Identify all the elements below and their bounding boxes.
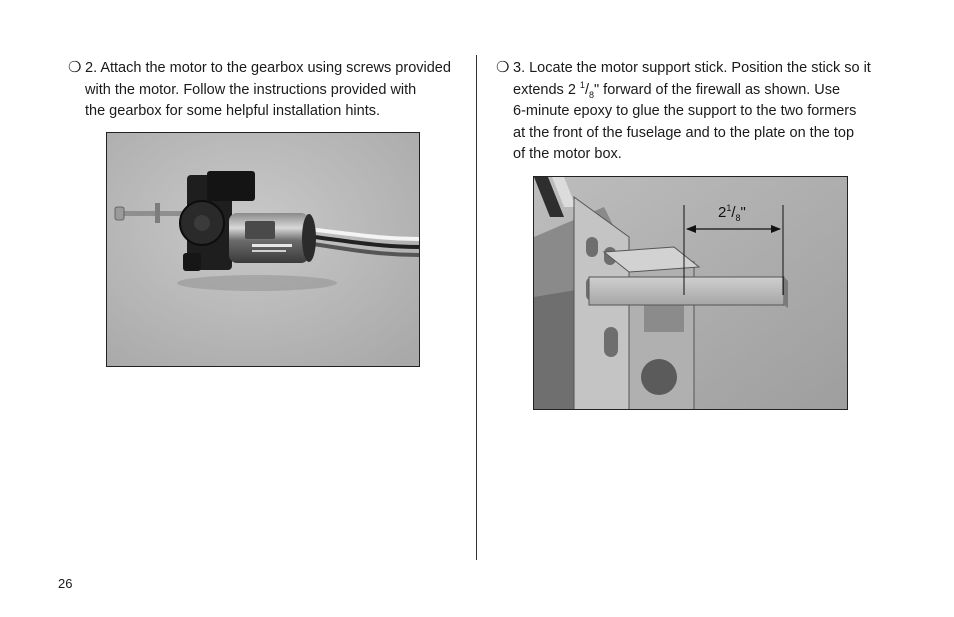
dimension-label <box>718 204 746 221</box>
step-3-line-2-end: " forward of the firewall as shown. Use <box>593 81 841 98</box>
step-2-line-3: the gearbox for some helpful installation hints. <box>85 103 381 119</box>
step-3-instruction <box>496 57 871 166</box>
step-2-instruction <box>68 57 451 123</box>
step-3-line-2-start: extends 2 <box>513 81 580 98</box>
step-3-line-5: of the motor box. <box>513 146 622 162</box>
fraction-numerator: 1 <box>579 79 585 90</box>
step-3-line-3: 6-minute epoxy to glue the support to the two formers <box>513 103 857 119</box>
step-3-line-4: at the front of the fuselage and to the plate on the top <box>513 124 855 141</box>
step-3-checkbox-icon[interactable]: ❍ <box>496 58 510 76</box>
fraction-denominator: 8 <box>588 89 594 100</box>
step-2-line-1: 2. Attach the motor to the gearbox using screws provided <box>85 60 451 76</box>
motor-gearbox-photo <box>106 132 420 367</box>
dimension-denominator: 8 <box>735 213 741 223</box>
page-number: 26 <box>58 576 73 591</box>
dimension-whole: 2 <box>718 204 727 221</box>
dimension-slash: / <box>731 204 736 221</box>
fraction-slash: / <box>584 81 589 98</box>
dimension-numerator: 1 <box>726 203 732 213</box>
step-3-line-1: 3. Locate the motor support stick. Position the stick so it <box>513 60 871 76</box>
step-2-line-2: with the motor. Follow the instructions provided with <box>85 81 417 98</box>
step-2-checkbox-icon[interactable]: ❍ <box>68 58 82 76</box>
column-divider <box>476 55 477 560</box>
step-3-line-2 <box>496 80 871 102</box>
motor-support-stick-photo <box>533 176 848 410</box>
dimension-unit: " <box>740 204 746 221</box>
